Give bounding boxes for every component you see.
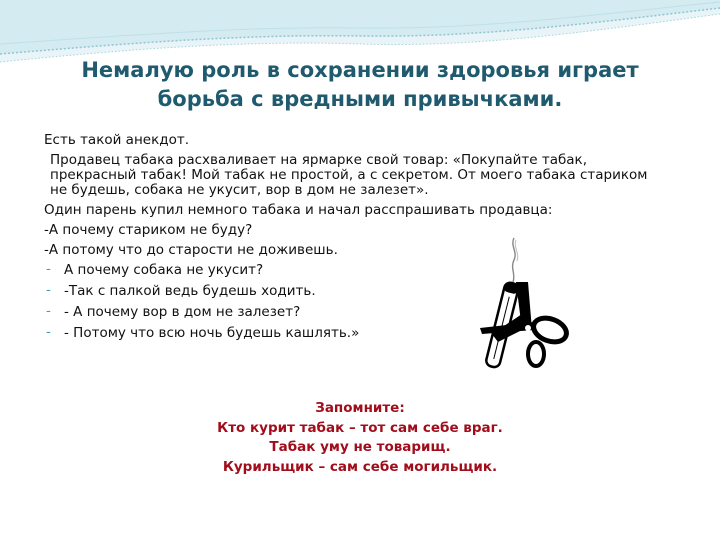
title-line-2: борьба с вредными привычками. xyxy=(157,87,563,111)
cigarette-scissors-illustration xyxy=(470,230,580,375)
memo-heading: Запомните: xyxy=(315,400,405,416)
list-item-text: -Так с палкой ведь будешь ходить. xyxy=(64,283,316,299)
bullet-dash-icon: - xyxy=(46,303,51,319)
paragraph-seller: Продавец табака расхваливает на ярмарке свой товар: «Покупайте табак, прекрасный табак! Мой табак не простой, а с секретом. От моего табака стариком не будешь, собака не укусит, вор в дом не залезет». xyxy=(50,152,648,198)
bullet-dash-icon: - xyxy=(46,261,51,277)
paragraph-intro: Есть такой анекдот. xyxy=(44,132,189,148)
paragraph-buyer: Один парень купил немного табака и начал расспрашивать продавца: xyxy=(44,202,553,218)
memo-line-2: Табак уму не товарищ. xyxy=(269,439,451,455)
bullet-dash-icon: - xyxy=(46,324,51,340)
memo-line-1: Кто курит табак – тот сам себе враг. xyxy=(217,419,503,436)
dialog-line-2: -А потому что до старости не доживешь. xyxy=(44,242,338,258)
dialog-line-1: -А почему стариком не буду? xyxy=(44,222,253,238)
list-item-text: - Потому что всю ночь будешь кашлять.» xyxy=(64,325,360,341)
title-line-1: Немалую роль в сохранении здоровья играет xyxy=(81,58,639,82)
list-item-text: - А почему вор в дом не залезет? xyxy=(64,304,301,320)
memo-block xyxy=(150,399,570,477)
bullet-dash-icon: - xyxy=(46,282,51,298)
memo-line-3: Курильщик – сам себе могильщик. xyxy=(222,458,498,475)
page-title xyxy=(30,56,690,114)
list-item-text: А почему собака не укусит? xyxy=(64,262,264,278)
